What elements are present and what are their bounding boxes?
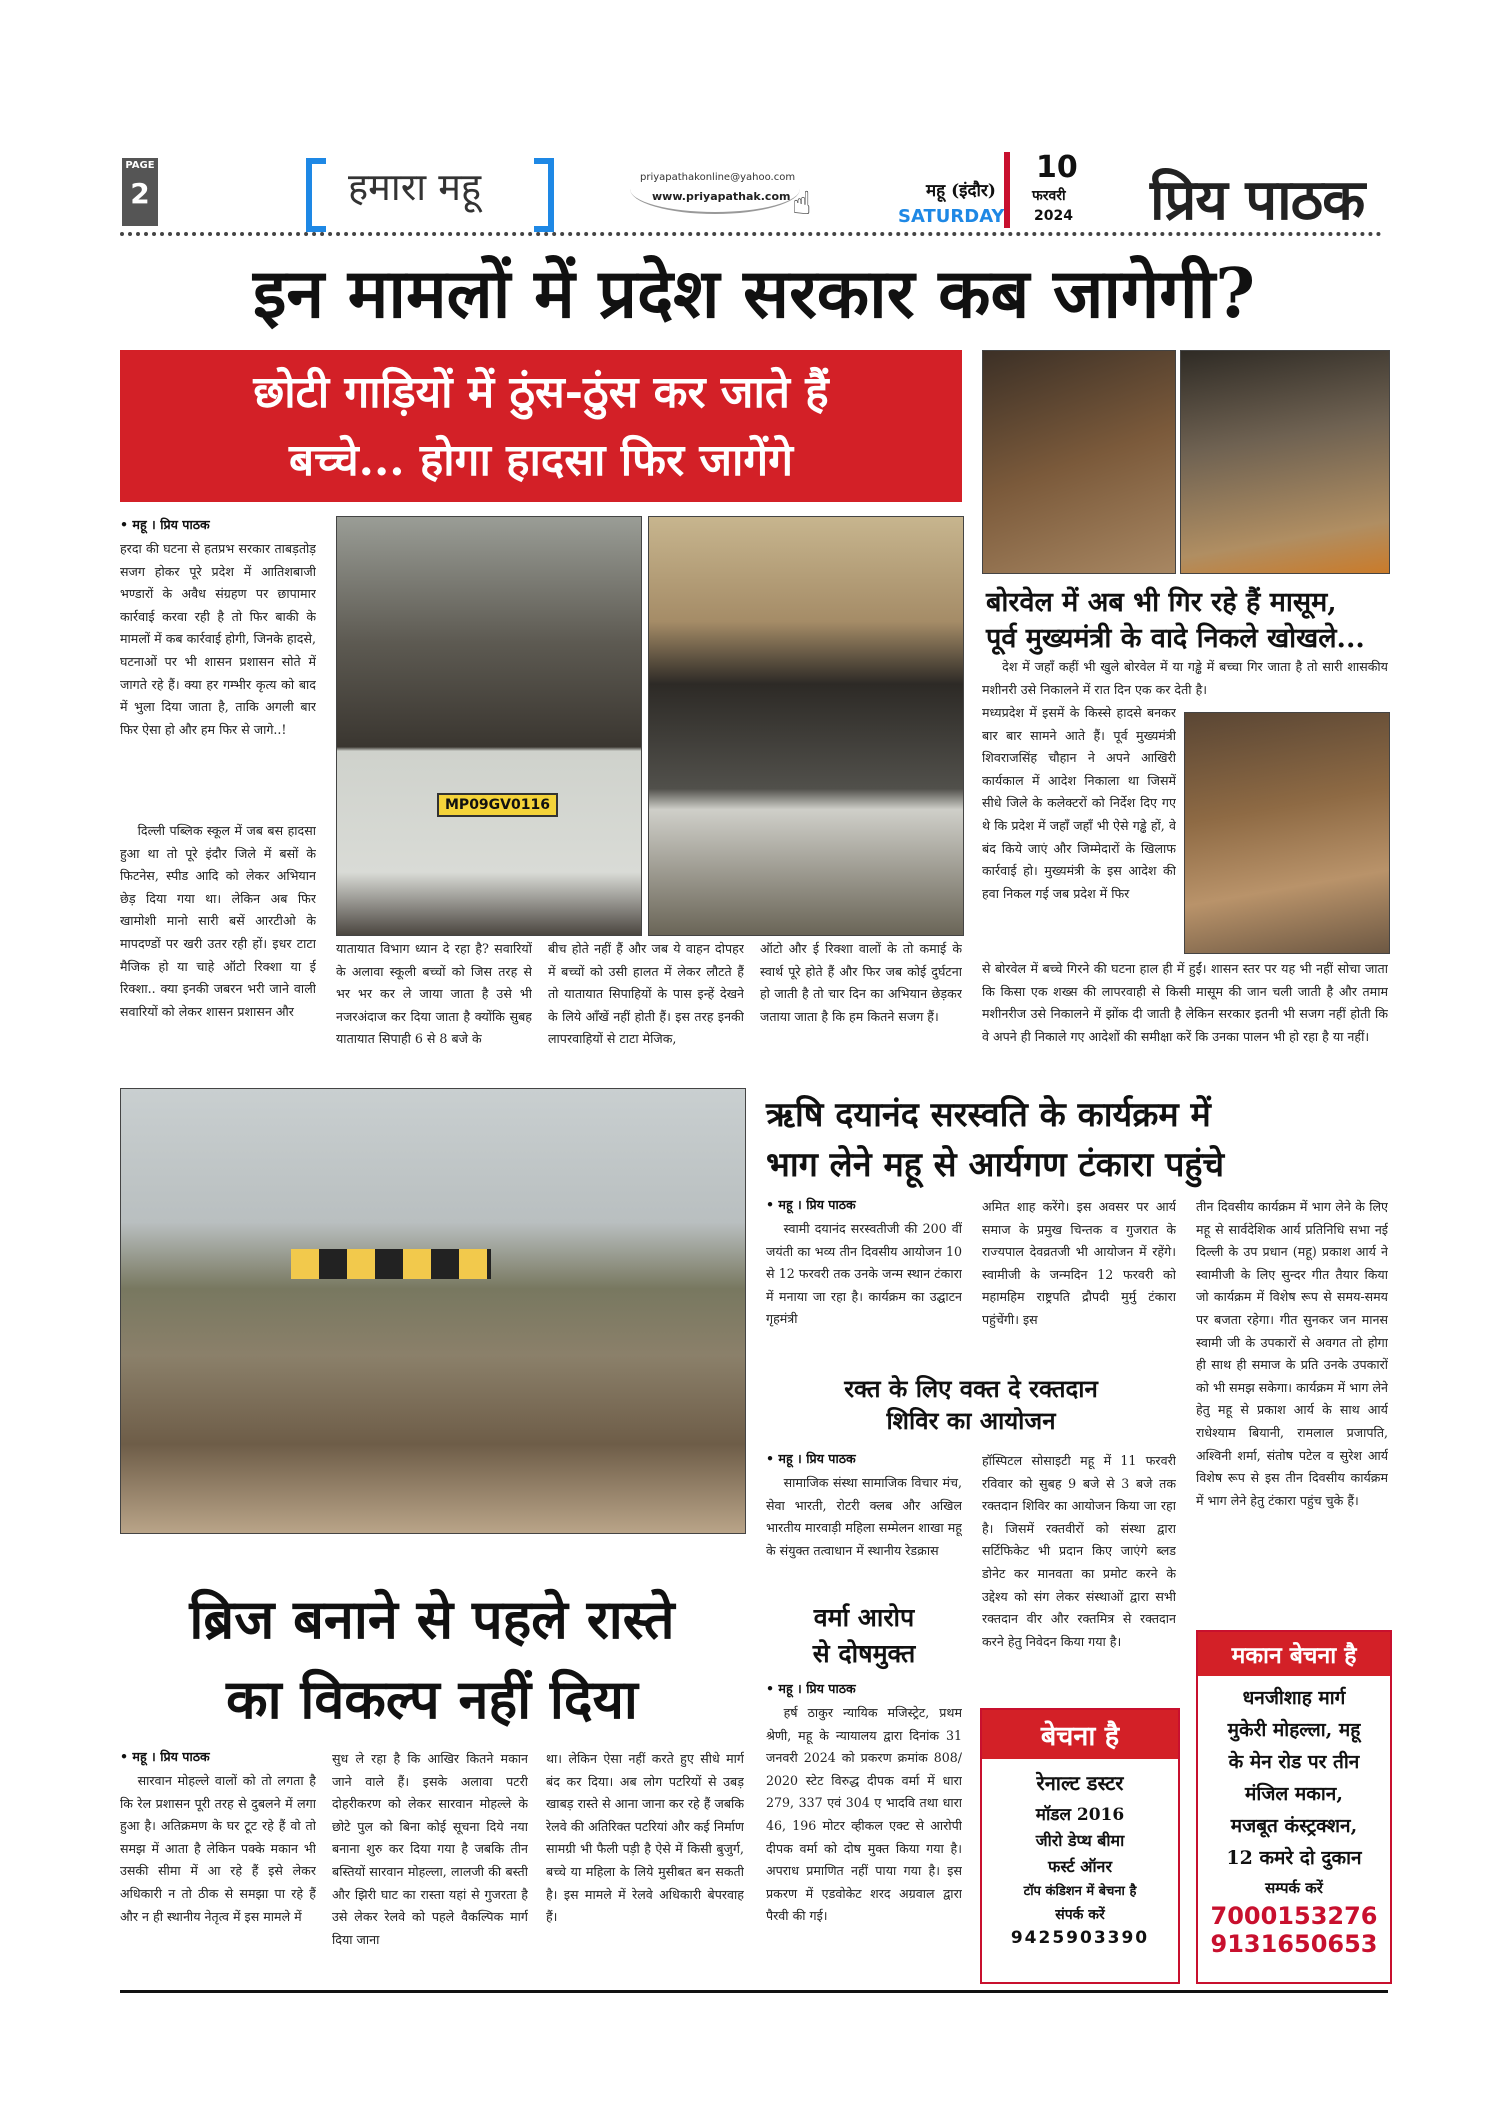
page-label-box: [122, 158, 158, 226]
bridge-stripe-band: [291, 1249, 491, 1279]
story5-byline: • महू । प्रिय पाठक: [766, 1681, 856, 1696]
section-title: हमारा महू: [348, 165, 482, 209]
date-month: फरवरी: [1032, 188, 1066, 204]
story1-headline-line1: छोटी गाड़ियों में ठुंस-ठुंस कर जाते हैं: [253, 367, 829, 418]
story3-byline: • महू । प्रिय पाठक: [766, 1197, 856, 1212]
house-sale-ad: [1196, 1630, 1392, 1984]
car-ad-line5: टॉप कंडिशन में बेचना है: [1023, 1884, 1137, 1899]
story6-column-2: सुध ले रहा है कि आखिर कितने मकान जाने वाले हैं। इसके अलावा पटरी दोहरीकरण को लेकर सारवान मोहल्ले के छोटे पुल को बिना कोई सूचना दिये नया बनाना शुरु कर दिया गया है जबकि तीन बस्तियों सारवान मोहल्ला, लालजी की बस्ती और झिरी घाट का रास्ता यहां से गुजरता है उसे लेकर रेलवे को पहले वैकल्पिक मार्ग दिया जाना: [332, 1751, 528, 1947]
date-number: 10: [1036, 150, 1078, 185]
story5-headline-line2: से दोषमुक्त: [812, 1639, 916, 1668]
house-ad-phone-2: 9131650653: [1210, 1930, 1378, 1958]
house-ad-line6: 12 कमरे दो दुकान: [1226, 1847, 1362, 1869]
car-ad-title: बेचना है: [982, 1710, 1178, 1759]
car-ad-line4: फर्स्ट ऑनर: [1048, 1857, 1112, 1876]
email: priyapathakonline@yahoo.com: [640, 172, 796, 183]
story3-headline-line2: भाग लेने महू से आर्यगण टंकारा पहुंचे: [766, 1145, 1225, 1185]
story6-headline-line2: का विकल्प नहीं दिया: [226, 1667, 638, 1731]
story1-headline-line2: बच्चे... होगा हादसा फिर जागेंगे: [289, 435, 793, 486]
story4-headline-line1: रक्त के लिए वक्त दे रक्तदान: [844, 1374, 1098, 1403]
city: महू (इंदौर): [926, 181, 996, 201]
story5-headline-line1: वर्मा आरोप: [813, 1603, 915, 1632]
hand-pointer-icon: ☝: [792, 184, 812, 222]
borewell-photo-1: [982, 350, 1176, 574]
story4-headline-line2: शिविर का आयोजन: [886, 1406, 1056, 1435]
story1-column-3: बीच होते नहीं हैं और जब ये वाहन दोपहर में बच्चों को उसी हालत में लेकर लौटते हैं तो यातायात सिपाहियों के पास इन्हें देखने के लिये आँखें नहीं होती हैं। इस तरह इनकी लापरवाहियों से टाटा मेजिक,: [548, 941, 744, 1047]
section-bracket-right: [534, 158, 554, 232]
story1-column-4: ऑटो और ई रिक्शा वालों के तो कमाई के स्वार्थ पूरे होते हैं और फिर जब कोई दुर्घटना हो जाती है तो चार दिन का अभियान छेड़कर जताया जाता है कि हम कितने सजग हैं।: [760, 941, 962, 1024]
story6-headline-line1: ब्रिज बनाने से पहले रास्ते: [189, 1587, 675, 1651]
car-ad-line3: जीरो डेप्थ बीमा: [1035, 1831, 1125, 1850]
story3-headline-line1: ऋषि दयानंद सरस्वति के कार्यक्रम में: [766, 1095, 1211, 1135]
story2-headline-line1: बोरवेल में अब भी गिर रहे हैं मासूम,: [986, 587, 1337, 618]
plate-label: MP09GV0116: [437, 793, 558, 817]
car-ad-line2: मॉडल 2016: [1035, 1805, 1125, 1825]
jeep-children-photo-2: [648, 516, 964, 936]
section-bracket-left: [306, 158, 326, 232]
page-label: PAGE: [125, 160, 155, 171]
page-number: 2: [130, 177, 150, 210]
story3-column-1: स्वामी दयानंद सरस्वतीजी की 200 वीं जयंती का भव्य तीन दिवसीय आयोजन 10 से 12 फरवरी तक उनके जन्म स्थान टंकारा में मनाया जा रहा है। कार्यक्रम का उद्घाटन गृहमंत्री: [766, 1221, 962, 1327]
story6-byline: • महू । प्रिय पाठक: [120, 1749, 210, 1764]
house-ad-phone-1: 7000153276: [1210, 1902, 1378, 1930]
car-ad-phone: 9425903390: [1010, 1928, 1150, 1948]
date-year: 2024: [1034, 208, 1073, 224]
house-ad-line2: मुकेरी मोहल्ला, महू: [1227, 1719, 1361, 1741]
story1-column-1b: दिल्ली पब्लिक स्कूल में जब बस हादसा हुआ था तो पूरे इंदौर जिले में बसों के फिटनेस, स्पीड आदि को लेकर अभियान छेड़ दिया गया था। लेकिन अब फिर खामोशी मानो सारी बसें आरटीओ के मापदण्डों पर खरी उतर रही हों। इधर टाटा मैजिक हो या चाहे ऑटो रिक्शा या ई रिक्शा.. क्या इनकी जबरन भरी जाने वाली सवारियों को लेकर शासन प्रशासन और: [120, 823, 316, 1019]
car-ad-line1: रेनाल्ट डस्टर: [1036, 1771, 1124, 1795]
car-ad-line6: संपर्क करें: [1055, 1907, 1105, 1923]
masthead-rule: [120, 232, 1382, 236]
house-ad-line1: धनजीशाह मार्ग: [1242, 1687, 1346, 1709]
story2-tail: से बोरवेल में बच्चे गिरने की घटना हाल ही में हुईं। शासन स्तर पर यह भी नहीं सोचा जाता कि किसा एक शख्स की लापरवाही से किसी मासूम की जान चली जाती है और तमाम मशीनरीज उसे निकालने में झोंक दी जाती है लेकिन सरकार इतनी भी सजग नहीं होती कि वे अपने ही निकाले गए आदेशों की समीक्षा करें कि उनका पालन भी हो रहा है या नहीं।: [982, 961, 1388, 1044]
story6-column-3: था। लेकिन ऐसा नहीं करते हुए सीधे मार्ग बंद कर दिया। अब लोग पटरियों से उबड़ खाबड़ रास्ते से आना जाना कर रहे हैं जबकि रेलवे की अतिरिक्त पटरियां और कई निर्माण सामग्री भी फैली पड़ी है ऐसे में किसी बुजुर्ग, बच्चे या महिला के लिये मुसीबत बन सकती है। इस मामले में रेलवे अधिकारी बेपरवाह हैं।: [546, 1751, 744, 1925]
house-ad-line7: सम्पर्क करें: [1265, 1879, 1323, 1897]
jeep-children-photo-1: [336, 516, 642, 936]
story2-headline-line2: पूर्व मुख्यमंत्री के वादे निकले खोखले...: [986, 623, 1365, 654]
house-ad-line5: मजबूत कंस्ट्रक्शन,: [1230, 1815, 1358, 1837]
house-ad-title: मकान बेचना है: [1198, 1632, 1390, 1676]
story1-column-2: यातायात विभाग ध्यान दे रहा है? सवारियों के अलावा स्कूली बच्चों को जिस तरह से भर भर कर ले जाया जाता है उसे भी नजरअंदाज कर दिया जाता है क्योंकि सुबह यातायात सिपाही 6 से 8 बजे के: [336, 941, 532, 1047]
story1-column-1a: हरदा की घटना से हतप्रभ सरकार ताबड़तोड़ सजग होकर पूरे प्रदेश में आतिशबाजी भण्डारों के अवैध संग्रहण पर छापामार कार्रवाई करवा रही है तो फिर बाकी के मामलों में कब कार्रवाई होगी, जिनके हादसे, घटनाओं पर भी शासन प्रशासन सोते में जागते रहे हैं। क्या हर गम्भीर कृत्य को बाद में भुला दिया जाता है, ताकि अगली बार फिर ऐसा हो और हम फिर से जागे..!: [120, 541, 316, 737]
story6-column-1: सारवान मोहल्ले वालों को तो लगता है कि रेल प्रशासन पूरी तरह से दुबलने में लगा हुआ है। अतिक्रमण के घर टूट रहे हैं वो तो समझ में आता है लेकिन पक्के मकान भी उसकी सीमा में आ रहे हैं इसे लेकर अधिकारी न तो ठीक से समझा पा रहे हैं और न ही स्थानीय नेतृत्व में इस मामले में: [120, 1773, 316, 1924]
main-headline: इन मामलों में प्रदेश सरकार कब जागेगी?: [252, 254, 1256, 334]
story4-column-1: सामाजिक संस्था सामाजिक विचार मंच, सेवा भारती, रोटरी क्लब और अखिल भारतीय मारवाड़ी महिला सम्मेलन शाखा महू के संयुक्त तत्वाधान में स्थानीय रेडक्रास: [766, 1475, 962, 1558]
borewell-photo-2: [1180, 350, 1390, 574]
website: www.priyapathak.com: [652, 190, 791, 203]
borewell-pit-photo: [1184, 712, 1390, 954]
story2-column: मध्यप्रदेश में इसमें के किस्से हादसे बनकर बार बार सामने आते हैं। पूर्व मुख्यमंत्री शिवराजसिंह चौहान ने अपने आखिरी कार्यकाल में आदेश निकाला था जिसमें सीधे जिले के कलेक्टरों को निर्देश दिए गए थे कि प्रदेश में जहाँ जहाँ भी ऐसे गड्ढे हों, वे बंद किये जाएं और जिम्मेदारों के खिलाफ कार्रवाई हो। मुख्यमंत्री के इस आदेश की हवा निकल गई जब प्रदेश में फिर: [982, 705, 1176, 901]
story2-lead: देश में जहाँ कहीं भी खुले बोरवेल में या गड्ढे में बच्चा गिर जाता है तो सारी शासकीय मशीनरी उसे निकालने में रात दिन एक कर देती है।: [982, 659, 1388, 697]
story5-column: हर्ष ठाकुर न्यायिक मजिस्ट्रेट, प्रथम श्रेणी, महू के न्यायालय द्वारा दिनांक 31 जनवरी 2024 को प्रकरण क्रमांक 808/ 2020 स्टेट विरुद्ध दीपक वर्मा में धारा 279, 337 एवं 304 ए भादवि तथा धारा 46, 196 मोटर व्हीकल एक्ट से आरोपी दीपक वर्मा को दोष मुक्त किया गया है। अपराध प्रमाणित नहीं पाया गया है। इस प्रकरण में एडवोकेट शरद अग्रवाल द्वारा पैरवी की गई।: [766, 1705, 962, 1924]
story1-byline: • महू । प्रिय पाठक: [120, 517, 210, 532]
story3-column-3: तीन दिवसीय कार्यक्रम में भाग लेने के लिए महू से सार्वदेशिक आर्य प्रतिनिधि सभा नई दिल्ली के उप प्रधान (महू) प्रकाश आर्य ने स्वामीजी के लिए सुन्दर गीत तैयार किया जो कार्यक्रम में विशेष रूप से समय-समय पर बजता रहेगा। गीत सुनकर जन मानस स्वामी जी के उपकारों से अवगत तो होगा ही साथ ही समाज के प्रति उनके उपकारों को भी समझ सकेगा। कार्यक्रम में भाग लेने हेतु महू से प्रकाश आर्य के साथ आर्य राधेश्याम बियानी, रामलाल प्रजापति, अश्विनी शर्मा, संतोष पटेल व सुरेश आर्य विशेष रूप से इस तीन दिवसीय कार्यक्रम में भाग लेने हेतु टंकारा पहुंच चुके हैं।: [1196, 1199, 1388, 1508]
paper-name-logo: प्रिय पाठक: [1150, 167, 1365, 233]
house-ad-line3: के मेन रोड पर तीन: [1228, 1751, 1360, 1773]
date-divider: [1004, 152, 1010, 228]
house-ad-line4: मंजिल मकान,: [1245, 1783, 1343, 1805]
bridge-construction-photo: [120, 1088, 746, 1534]
weekday: SATURDAY: [898, 206, 1005, 227]
car-sale-ad: [980, 1708, 1180, 1984]
story4-byline: • महू । प्रिय पाठक: [766, 1451, 856, 1466]
footer-rule: [120, 1990, 1388, 1993]
story3-column-2: अमित शाह करेंगे। इस अवसर पर आर्य समाज के प्रमुख चिन्तक व गुजरात के राज्यपाल देवव्रतजी भी आयोजन में रहेंगे। स्वामीजी के जन्मदिन 12 फरवरी को महामहिम राष्ट्रपति द्रौपदी मुर्मु टंकारा पहुंचेंगी। इस: [982, 1199, 1176, 1327]
story1-banner: [120, 350, 962, 502]
story4-column-2: हॉस्पिटल सोसाइटी महू में 11 फरवरी रविवार को सुबह 9 बजे से 3 बजे तक रक्तदान शिविर का आयोजन किया जा रहा है। जिसमें रक्तवीरों को संस्था द्वारा सर्टिफिकेट भी प्रदान किए जाएंगे ब्लड डोनेट कर मानवता का प्रमोट करने के उद्देश्य को संग लेकर संस्थाओं द्वारा सभी रक्तदान वीर और रक्तमित्र से रक्तदान करने हेतु निवेदन किया गया है।: [982, 1453, 1176, 1649]
